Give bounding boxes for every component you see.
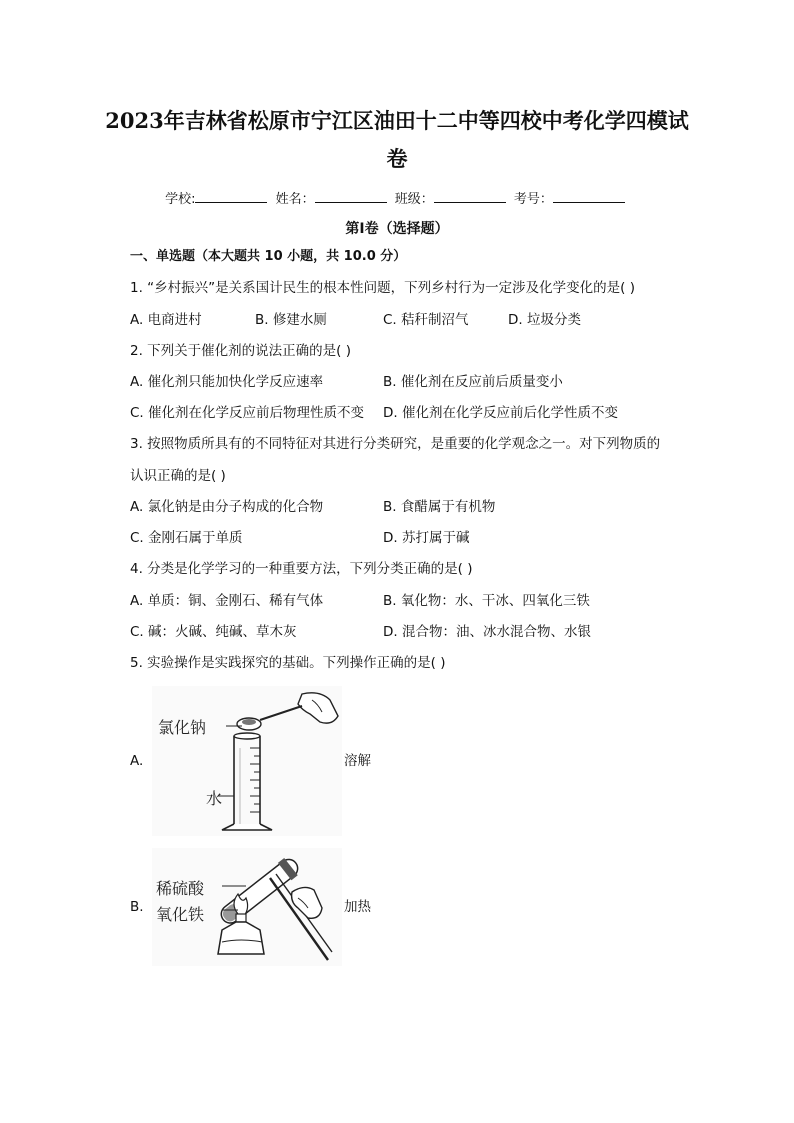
sodium-chloride-label: 氯化钠 [158, 718, 207, 737]
exam-title-line-1: 2023年吉林省松原市宁江区油田十二中等四校中考化学四模试 [105, 108, 689, 133]
q1-option-d[interactable]: D. 垃圾分类 [508, 312, 581, 328]
dilute-sulfuric-acid-label: 稀硫酸 [156, 879, 205, 898]
dissolve-in-cylinder-illustration [152, 686, 342, 836]
q4-option-a[interactable]: A. 单质：铜、金刚石、稀有气体 [130, 593, 324, 609]
q2-option-d[interactable]: D. 催化剂在化学反应前后化学性质不变 [383, 405, 618, 421]
q5-option-b-text: 加热 [344, 899, 371, 915]
question-3-stem: 3. 按照物质所具有的不同特征对其进行分类研究，是重要的化学观念之一。对下列物质的 [130, 436, 661, 452]
q3-option-d[interactable]: D. 苏打属于碱 [383, 530, 470, 546]
exam-title-line-2: 卷 [386, 146, 408, 171]
water-label: 水 [206, 789, 223, 808]
student-info-row [0, 188, 794, 207]
volume-heading: 第Ⅰ卷（选择题） [345, 221, 449, 237]
name-blank[interactable] [315, 190, 387, 203]
school-blank[interactable] [195, 190, 267, 203]
class-label: 班级： [394, 192, 434, 207]
question-4-stem: 4. 分类是化学学习的一种重要方法，下列分类正确的是( ) [130, 561, 473, 577]
exam-no-label: 考号： [513, 192, 553, 207]
q1-option-a[interactable]: A. 电商进村 [130, 312, 202, 328]
q3-option-a[interactable]: A. 氯化钠是由分子构成的化合物 [130, 499, 324, 515]
q5-option-b-letter[interactable]: B. [130, 899, 144, 915]
q5-option-b-figure[interactable] [152, 848, 342, 966]
exam-no-blank[interactable] [553, 190, 625, 203]
iron-oxide-label: 氧化铁 [156, 905, 205, 924]
q1-option-b[interactable]: B. 修建水厕 [255, 312, 327, 328]
q2-option-c[interactable]: C. 催化剂在化学反应前后物理性质不变 [130, 405, 365, 421]
name-label: 姓名： [275, 192, 315, 207]
q1-option-c[interactable]: C. 秸秆制沼气 [383, 312, 469, 328]
q2-option-b[interactable]: B. 催化剂在反应前后质量变小 [383, 374, 563, 390]
q2-option-a[interactable]: A. 催化剂只能加快化学反应速率 [130, 374, 324, 390]
q5-option-a-text: 溶解 [344, 753, 371, 769]
q4-option-c[interactable]: C. 碱：火碱、纯碱、草木灰 [130, 624, 297, 640]
q4-option-d[interactable]: D. 混合物：油、冰水混合物、水银 [383, 624, 591, 640]
question-5-stem: 5. 实验操作是实践探究的基础。下列操作正确的是( ) [130, 655, 446, 671]
class-blank[interactable] [434, 190, 506, 203]
question-2-stem: 2. 下列关于催化剂的说法正确的是( ) [130, 343, 351, 359]
section-heading: 一、单选题（本大题共 10 小题，共 10.0 分） [130, 249, 407, 264]
question-1-stem: 1. “乡村振兴”是关系国计民生的根本性问题，下列乡村行为一定涉及化学变化的是( ) [130, 280, 635, 296]
q5-option-a-letter[interactable]: A. [130, 753, 144, 769]
question-3-stem-cont: 认识正确的是( ) [130, 468, 226, 484]
school-label: 学校: [165, 192, 196, 207]
q5-option-a-figure[interactable] [152, 686, 342, 836]
q4-option-b[interactable]: B. 氧化物：水、干冰、四氧化三铁 [383, 593, 590, 609]
q3-option-c[interactable]: C. 金刚石属于单质 [130, 530, 243, 546]
q3-option-b[interactable]: B. 食醋属于有机物 [383, 499, 496, 515]
